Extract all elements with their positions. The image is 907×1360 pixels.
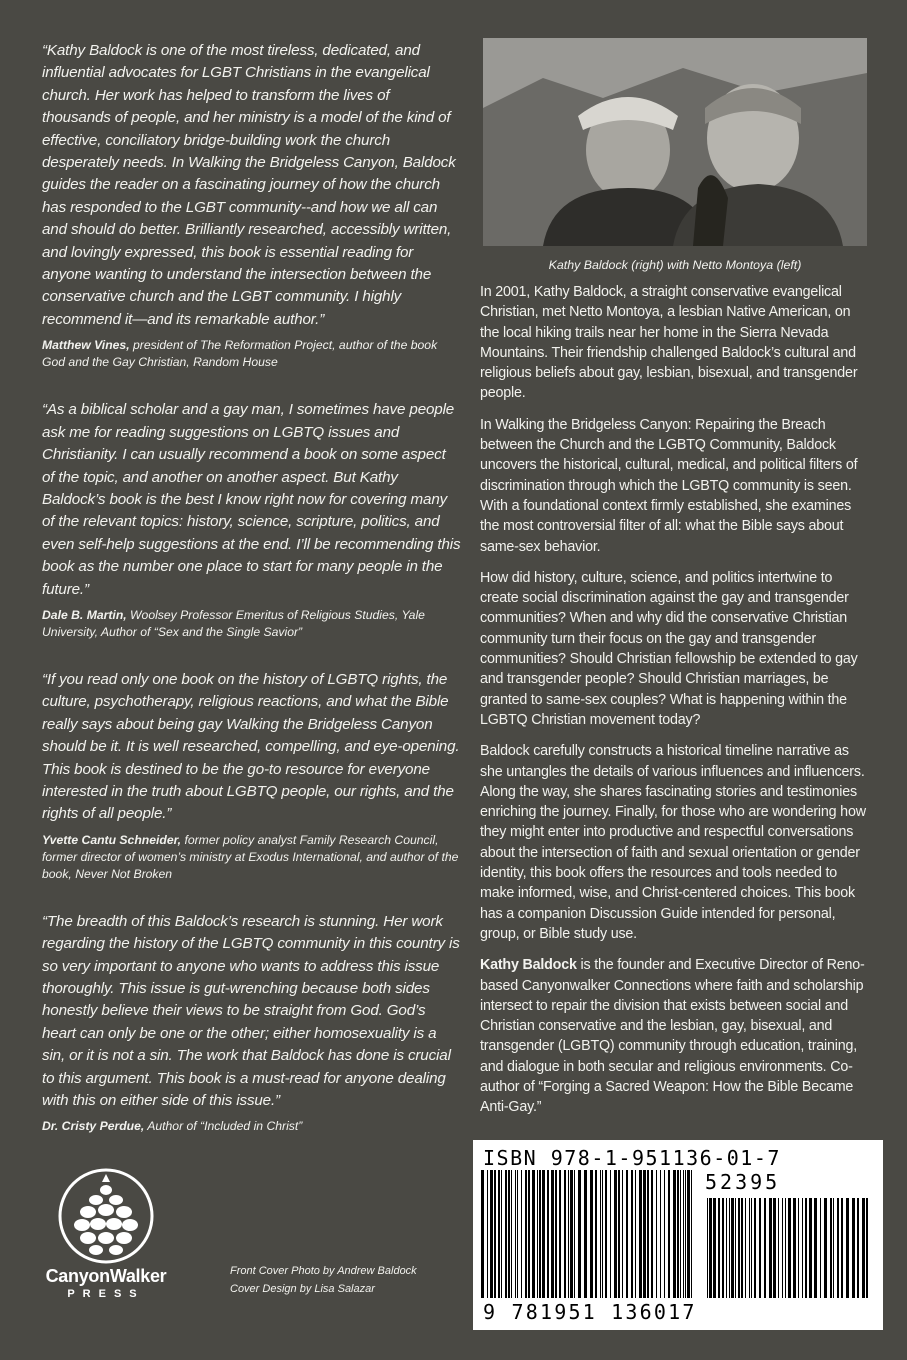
barcode-bar [559, 1170, 561, 1298]
endorsements-column [42, 40, 462, 1163]
barcode-bar [788, 1198, 791, 1298]
barcode-bar [539, 1170, 541, 1298]
barcode-bar [718, 1198, 720, 1298]
barcode-bar [673, 1170, 676, 1298]
barcode-bar [547, 1170, 549, 1298]
barcode-bar [595, 1170, 597, 1298]
barcode-bar [494, 1170, 496, 1298]
barcode-bar [738, 1198, 740, 1298]
endorser-name: Yvette Cantu Schneider, [42, 832, 182, 847]
barcode-bar [505, 1170, 507, 1298]
barcode-bar [729, 1198, 730, 1298]
description-paragraph: In 2001, Kathy Baldock, a straight conservative evangelical Christian, met Netto Montoya, a lesbian Native American, on the local hiking trails near her home in the Sierra Nevada Mountains. Their friendship challenged Baldock’s cultural and religious beliefs about gay, lesbian, bisexual, and transgender people. [480, 284, 858, 402]
endorsement-quote: “As a biblical scholar and a gay man, I sometimes have people ask me for reading suggestions on LGBTQ issues and Christianity. I can usually recommend a book on some aspect of the topic, and another on another aspect. But Kathy Baldock’s book is the best I know right now for covering many of the relevant topics: history, science, scripture, politics, and even self-help suggestions at the end. I’ll be recommending this book as the number one place to start for many people in the future.” [42, 401, 461, 598]
barcode-bar [481, 1170, 484, 1298]
addon-barcode-bars [705, 1198, 873, 1298]
endorsement-attribution [42, 337, 462, 371]
barcode-bar [501, 1170, 502, 1298]
photo-caption: Kathy Baldock (right) with Netto Montoya (left) [548, 258, 802, 272]
barcode-bar [525, 1170, 527, 1298]
barcode-bar [685, 1170, 686, 1298]
endorser-name: Dr. Cristy Perdue, [42, 1119, 145, 1134]
barcode-bar [691, 1170, 692, 1298]
author-name: Kathy Baldock [480, 957, 577, 974]
barcode-bar [680, 1170, 681, 1298]
barcode-bar [726, 1198, 727, 1298]
price-code: 52395 [705, 1170, 781, 1194]
barcode-bar [537, 1170, 538, 1298]
barcode-bar [660, 1170, 661, 1298]
barcode-bar [709, 1198, 712, 1298]
barcode-bar [707, 1198, 708, 1298]
barcode-bar [735, 1198, 736, 1298]
barcode-bar [798, 1198, 799, 1298]
barcode-bar [846, 1198, 849, 1298]
barcode-bar [590, 1170, 593, 1298]
barcode-bar [759, 1198, 761, 1298]
barcode-bar [731, 1198, 734, 1298]
barcode-bar [722, 1198, 724, 1298]
barcode-bar [578, 1170, 581, 1298]
design-credit: Cover Design by Lisa Salazar [230, 1283, 375, 1295]
barcode-bar [866, 1198, 868, 1298]
photo-credit: Front Cover Photo by Andrew Baldock [230, 1265, 417, 1277]
barcode-bar [568, 1170, 569, 1298]
barcode-bar [802, 1198, 803, 1298]
barcode-bars [479, 1170, 699, 1298]
endorsement [42, 911, 462, 1136]
barcode-bar [793, 1198, 796, 1298]
barcode-bar [600, 1170, 601, 1298]
barcode-bar [814, 1198, 817, 1298]
barcode-bar [511, 1170, 512, 1298]
endorsement-attribution [42, 607, 462, 641]
publisher-name: CanyonWalker [45, 1266, 167, 1286]
barcode-bar [683, 1170, 684, 1298]
barcode-bar [626, 1170, 628, 1298]
barcode-bar [668, 1170, 670, 1298]
endorsement-attribution [42, 1118, 462, 1135]
barcode-bar [754, 1198, 756, 1298]
barcode-bar [635, 1170, 636, 1298]
author-bio-text: is the founder and Executive Director of Reno-based Canyonwalker Connections where faith and scholarship intersect to repair the division that exists between social and Christian conservative and the lesbian, gay, bisexual, and transgender (LGBTQ) community through education, training, and dialogue in both secular and religious environments. Co-author of “Forging a Sacred Weapon: How the Bible Became Anti-Gay.” [480, 957, 865, 1116]
barcode-bar [639, 1170, 642, 1298]
endorser-role: Author of “Included in Christ” [144, 1119, 303, 1134]
barcode-bar [782, 1198, 783, 1298]
barcode-bar [517, 1170, 518, 1298]
endorser-name: Dale B. Martin, [42, 607, 127, 622]
endorsement-quote: “Kathy Baldock is one of the most tireless, dedicated, and influential advocates for LGBT Christians in the evangelical church. Her work has helped to transform the lives of thousands of people, and her ministry is a model of the kind of effective, conciliatory bridge-building work the church desperately needs. In Walking the Bridgeless Canyon, Baldock guides the reader on a fascinating journey of how the church has responded to the LGBT community--and how we all can and should do better. Brilliantly researched, accessibly written, and lovingly expressed, this book is essential reading for anyone wanting to understand the intersection between the conservative church and the LGBT community. I highly recommend it—and its remarkable author.” [42, 42, 456, 328]
barcode-bar [687, 1170, 690, 1298]
barcode-bar [773, 1198, 776, 1298]
barcode-bar [805, 1198, 807, 1298]
barcode-bar [614, 1170, 617, 1298]
barcode-bar [713, 1198, 716, 1298]
barcode-bar [564, 1170, 566, 1298]
barcode-bar [490, 1170, 493, 1298]
endorsement [42, 40, 462, 371]
description-column [480, 38, 870, 1129]
barcode-bar [555, 1170, 557, 1298]
barcode-bar [857, 1198, 859, 1298]
barcode-bar [745, 1198, 746, 1298]
cover-credits [230, 1262, 417, 1298]
publisher-press: PRESS [67, 1288, 145, 1300]
barcode-bar [631, 1170, 633, 1298]
barcode-bar [749, 1198, 750, 1298]
barcode-bar [622, 1170, 623, 1298]
barcode-bar [785, 1198, 786, 1298]
description-paragraph: Baldock carefully constructs a historical timeline narrative as she untangles the details of various influences and influencers. Along the way, she shares fascinating stories and testimonies enriching the journey. Finally, for those who are wondering how they might enter into productive and respectful conversations about the intersection of faith and sexual orientation or gender identity, this book offers the resources and tools needed to make informed, wise, and Christ-centered choices. This book has a companion Discussion Guide intended for personal, group, or Bible study use. [480, 743, 866, 942]
photo-illustration [483, 38, 867, 246]
barcode-bar [764, 1198, 766, 1298]
description-paragraph: In Walking the Bridgeless Canyon: Repairing the Breach between the Church and the LGBTQ Community, Baldock uncovers the historical, cultural, medical, and political filters of discrimination through which the LGBTQ community is seen. With a foundational context firmly established, she examines the most controversial filter of all: what the Bible says about same-sex behavior. [480, 416, 858, 555]
endorsement-quote: “If you read only one book on the history of LGBTQ rights, the culture, psychotherapy, religious reactions, and what the Bible really says about being gay Walking the Bridgeless Canyon should be it. It is well researched, compelling, and eye-opening. This book is destined to be the go-to resource for everyone interested in the truth about LGBTQ people, our rights, and the rights of all people.” [42, 670, 460, 823]
barcode-bar [751, 1198, 752, 1298]
endorser-role: former policy analyst Family Research Council, former director of women’s ministry at Exodus International, and author of the book, Never Not Broken [42, 832, 459, 881]
barcode-bar [498, 1170, 500, 1298]
barcode-bar [833, 1198, 834, 1298]
isbn-barcode [473, 1140, 883, 1330]
barcode-bar [809, 1198, 812, 1298]
author-photo [483, 38, 867, 246]
barcode-bar [778, 1198, 779, 1298]
endorsement [42, 669, 462, 883]
barcode-bar [574, 1170, 575, 1298]
endorser-role: Woolsey Professor Emeritus of Religious Studies, Yale University, Author of “Sex and the Single Savior” [42, 607, 425, 639]
author-bio [480, 955, 870, 1117]
barcode-bar [515, 1170, 516, 1298]
barcode-bar [528, 1170, 530, 1298]
endorser-name: Matthew Vines, [42, 338, 130, 353]
barcode-bar [651, 1170, 653, 1298]
barcode-bar [677, 1170, 679, 1298]
barcode-bar [551, 1170, 554, 1298]
barcode-bar [542, 1170, 545, 1298]
barcode-bar [532, 1170, 535, 1298]
endorser-role: president of The Reformation Project, author of the book God and the Gay Christian, Random House [42, 338, 438, 370]
barcode-bar [841, 1198, 843, 1298]
barcode-bar [820, 1198, 821, 1298]
barcode-bar [610, 1170, 611, 1298]
barcode-bar [830, 1198, 832, 1298]
barcode-bar [769, 1198, 772, 1298]
barcode-bar [862, 1198, 865, 1298]
barcode-bar [852, 1198, 855, 1298]
pinecone-icon [30, 1160, 182, 1266]
barcode-bar [741, 1198, 743, 1298]
barcode-bar [837, 1198, 839, 1298]
barcode-bar [647, 1170, 649, 1298]
barcode-bar [618, 1170, 620, 1298]
barcode-bar [584, 1170, 587, 1298]
barcode-bar [664, 1170, 665, 1298]
barcode-bar [643, 1170, 646, 1298]
barcode-bar [487, 1170, 488, 1298]
ean-digits: 9 781951 136017 [483, 1300, 697, 1324]
barcode-bar [605, 1170, 607, 1298]
endorsement [42, 399, 462, 641]
publisher-logo [30, 1160, 182, 1310]
barcode-bar [602, 1170, 603, 1298]
barcode-bar [521, 1170, 522, 1298]
barcode-bar [656, 1170, 657, 1298]
barcode-bar [508, 1170, 510, 1298]
endorsement-quote: “The breadth of this Baldock’s research is stunning. Her work regarding the history of the LGBTQ community in this country is so very important to anyone who wants to address this issue thoroughly. This issue is gut-wrenching because both sides honestly believe their views to be straight from God. God’s heart can only be one or the other; either homosexuality is a sin, or it is not a sin. The work that Baldock has done is crucial to this argument. This book is a must-read for anyone dealing with this on either side of this issue.” [42, 912, 460, 1110]
description-paragraph: How did history, culture, science, and politics intertwine to create social discrimination against the gay and transgender communities? When and why did the conservative Christian community turn their focus on the gay and transgender communities? Should Christian fellowship be extended to gay and transgender people? Should Christian marriages, be granted to same-sex couples? What is happening within the LGBTQ Christian movement today? [480, 569, 858, 728]
endorsement-attribution [42, 832, 462, 883]
isbn-number: ISBN 978-1-951136-01-7 [483, 1146, 781, 1170]
barcode-bar [824, 1198, 827, 1298]
barcode-bar [570, 1170, 573, 1298]
